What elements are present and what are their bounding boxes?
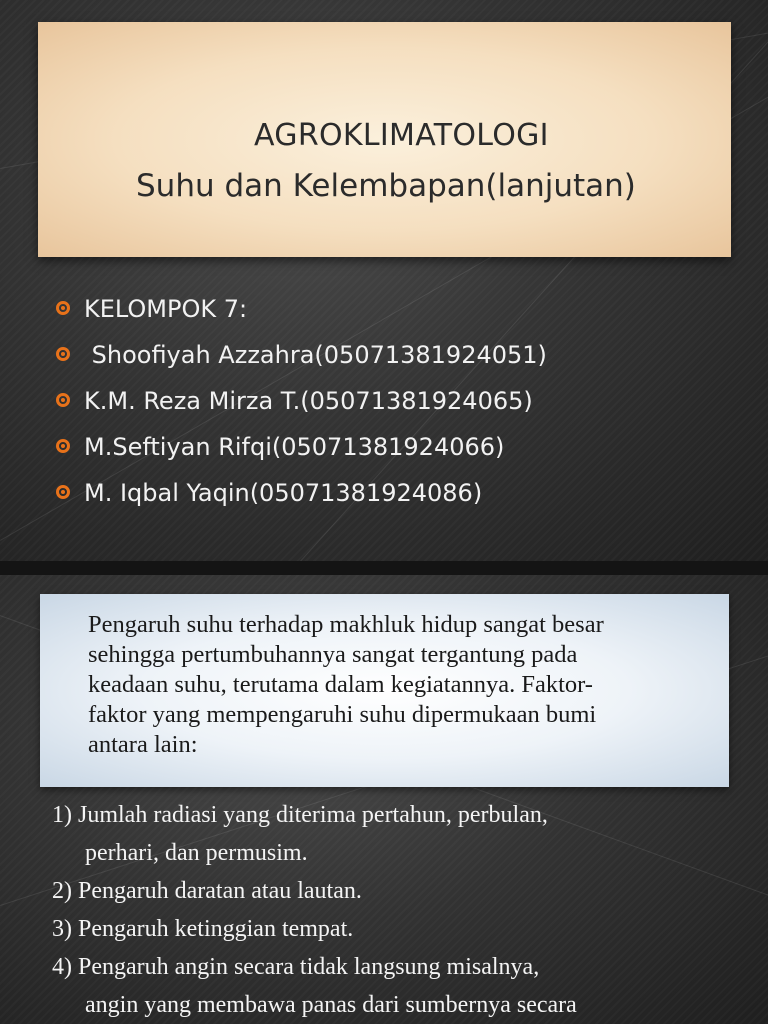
list-item-text: M.Seftiyan Rifqi(05071381924066) <box>84 433 505 461</box>
factor-item-continuation: angin yang membawa panas dari sumbernya secara <box>85 992 577 1018</box>
intro-line: Pengaruh suhu terhadap makhluk hidup sangat besar <box>88 611 604 638</box>
list-item <box>56 424 547 470</box>
list-item-text: K.M. Reza Mirza T.(05071381924065) <box>84 387 533 415</box>
list-item <box>56 378 547 424</box>
slide-separator <box>0 561 768 575</box>
circle-bullet-icon <box>56 393 70 407</box>
member-list <box>56 286 547 516</box>
title-box <box>38 22 731 257</box>
list-item <box>56 470 547 516</box>
slide-2 <box>0 575 768 1024</box>
factor-item: 4) Pengaruh angin secara tidak langsung misalnya, <box>52 954 540 980</box>
intro-line: keadaan suhu, terutama dalam kegiatannya. Faktor- <box>88 671 593 698</box>
intro-line: faktor yang mempengaruhi suhu dipermukaan bumi <box>88 701 597 728</box>
factor-list <box>52 796 577 1024</box>
circle-bullet-icon <box>56 485 70 499</box>
intro-line: antara lain: <box>88 731 198 758</box>
circle-bullet-icon <box>56 439 70 453</box>
factor-item: 1) Jumlah radiasi yang diterima pertahun, perbulan, <box>52 802 548 828</box>
circle-bullet-icon <box>56 301 70 315</box>
slide-title: AGROKLIMATOLOGI <box>254 118 549 153</box>
slide-subtitle: Suhu dan Kelembapan(lanjutan) <box>136 168 636 204</box>
list-item-text: KELOMPOK 7: <box>84 295 248 323</box>
factor-item-continuation: perhari, dan permusim. <box>85 840 308 866</box>
list-item-text: M. Iqbal Yaqin(05071381924086) <box>84 479 483 507</box>
intro-line: sehingga pertumbuhannya sangat tergantung pada <box>88 641 578 668</box>
list-item <box>56 332 547 378</box>
factor-item: 3) Pengaruh ketinggian tempat. <box>52 916 354 942</box>
factor-item: 2) Pengaruh daratan atau lautan. <box>52 878 362 904</box>
circle-bullet-icon <box>56 347 70 361</box>
intro-text-box <box>40 594 729 787</box>
list-item <box>56 286 547 332</box>
list-item-text: Shoofiyah Azzahra(05071381924051) <box>84 341 547 369</box>
